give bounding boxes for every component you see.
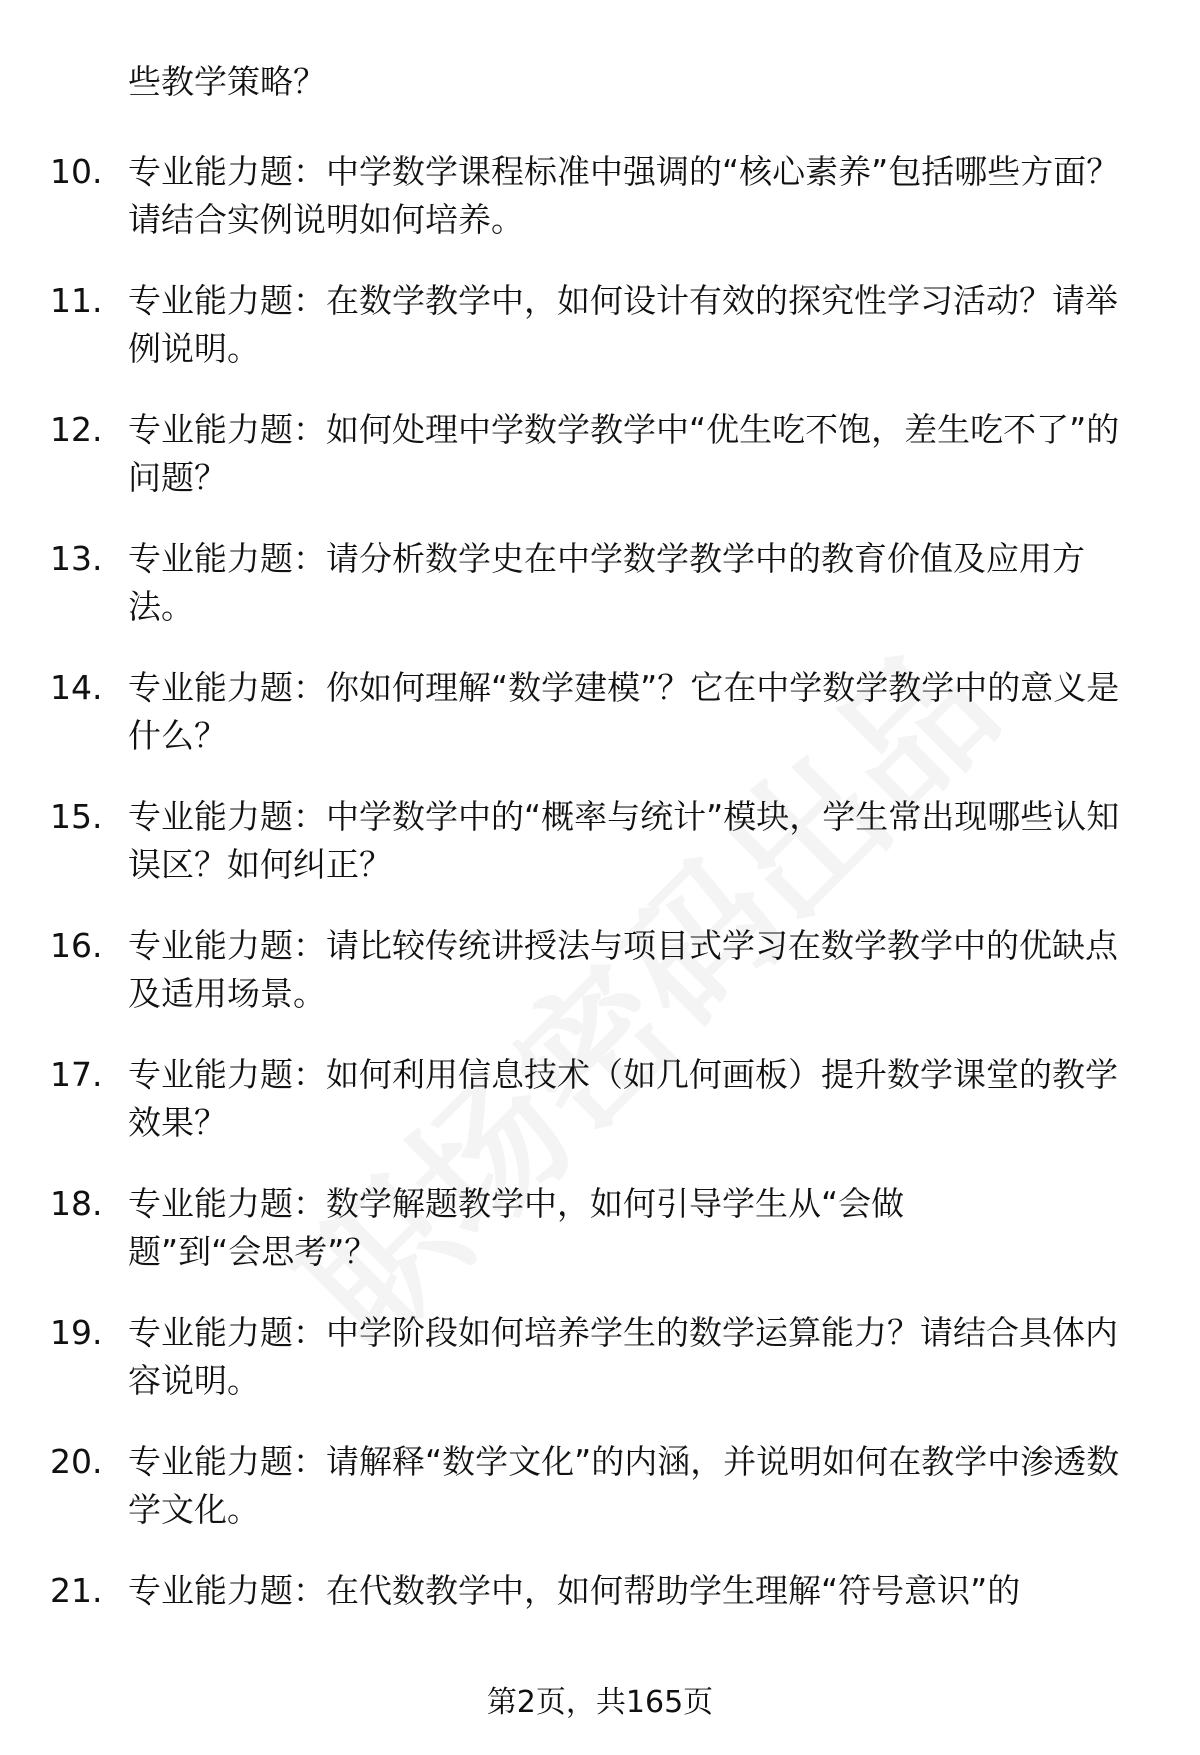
question-number: 19. [50,1313,103,1352]
question-number: 11. [50,281,103,320]
list-item [0,525,1200,654]
question-text: 专业能力题：在数学教学中，如何设计有效的探究性学习活动？请举例说明。 [128,281,1118,368]
list-item [0,1170,1200,1299]
question-number: 21. [50,1571,103,1610]
question-text: 专业能力题：中学数学课程标准中强调的“核心素养”包括哪些方面？请结合实例说明如何培养。 [128,152,1120,239]
question-number: 17. [50,1055,103,1094]
question-number: 15. [50,797,103,836]
list-item [0,267,1200,396]
question-text: 专业能力题：在代数教学中，如何帮助学生理解“符号意识”的 [128,1571,1021,1610]
question-number: 14. [50,668,103,707]
list-item [0,783,1200,912]
question-number: 12. [50,410,103,449]
question-list [0,138,1200,1686]
continuation-text: 些教学策略？ [128,62,326,101]
question-number: 10. [50,152,103,191]
question-text: 专业能力题：中学数学中的“概率与统计”模块，学生常出现哪些认知误区？如何纠正？ [128,797,1120,884]
page-footer: 第2页，共165页 [486,1685,714,1720]
list-item [0,912,1200,1041]
question-text: 专业能力题：请分析数学史在中学数学教学中的教育价值及应用方法。 [128,539,1085,626]
question-text: 专业能力题：如何利用信息技术（如几何画板）提升数学课堂的教学效果？ [128,1055,1118,1142]
question-number: 16. [50,926,103,965]
list-item [0,654,1200,783]
question-text: 专业能力题：你如何理解“数学建模”？它在中学数学教学中的意义是什么？ [128,668,1120,755]
question-text: 专业能力题：请解释“数学文化”的内涵，并说明如何在教学中渗透数学文化。 [128,1442,1120,1529]
list-item [0,1299,1200,1428]
question-text: 专业能力题：如何处理中学数学教学中“优生吃不饱，差生吃不了”的问题？ [128,410,1120,497]
question-text: 专业能力题：中学阶段如何培养学生的数学运算能力？请结合具体内容说明。 [128,1313,1118,1400]
list-item [0,396,1200,525]
list-item [0,1041,1200,1170]
question-number: 18. [50,1184,103,1223]
question-number: 13. [50,539,103,578]
list-item [0,1428,1200,1557]
question-text: 专业能力题：数学解题教学中，如何引导学生从“会做题”到“会思考”？ [128,1184,905,1271]
question-number: 20. [50,1442,103,1481]
question-text: 专业能力题：请比较传统讲授法与项目式学习在数学教学中的优缺点及适用场景。 [128,926,1118,1013]
list-item [0,1557,1200,1686]
list-item [0,138,1200,267]
